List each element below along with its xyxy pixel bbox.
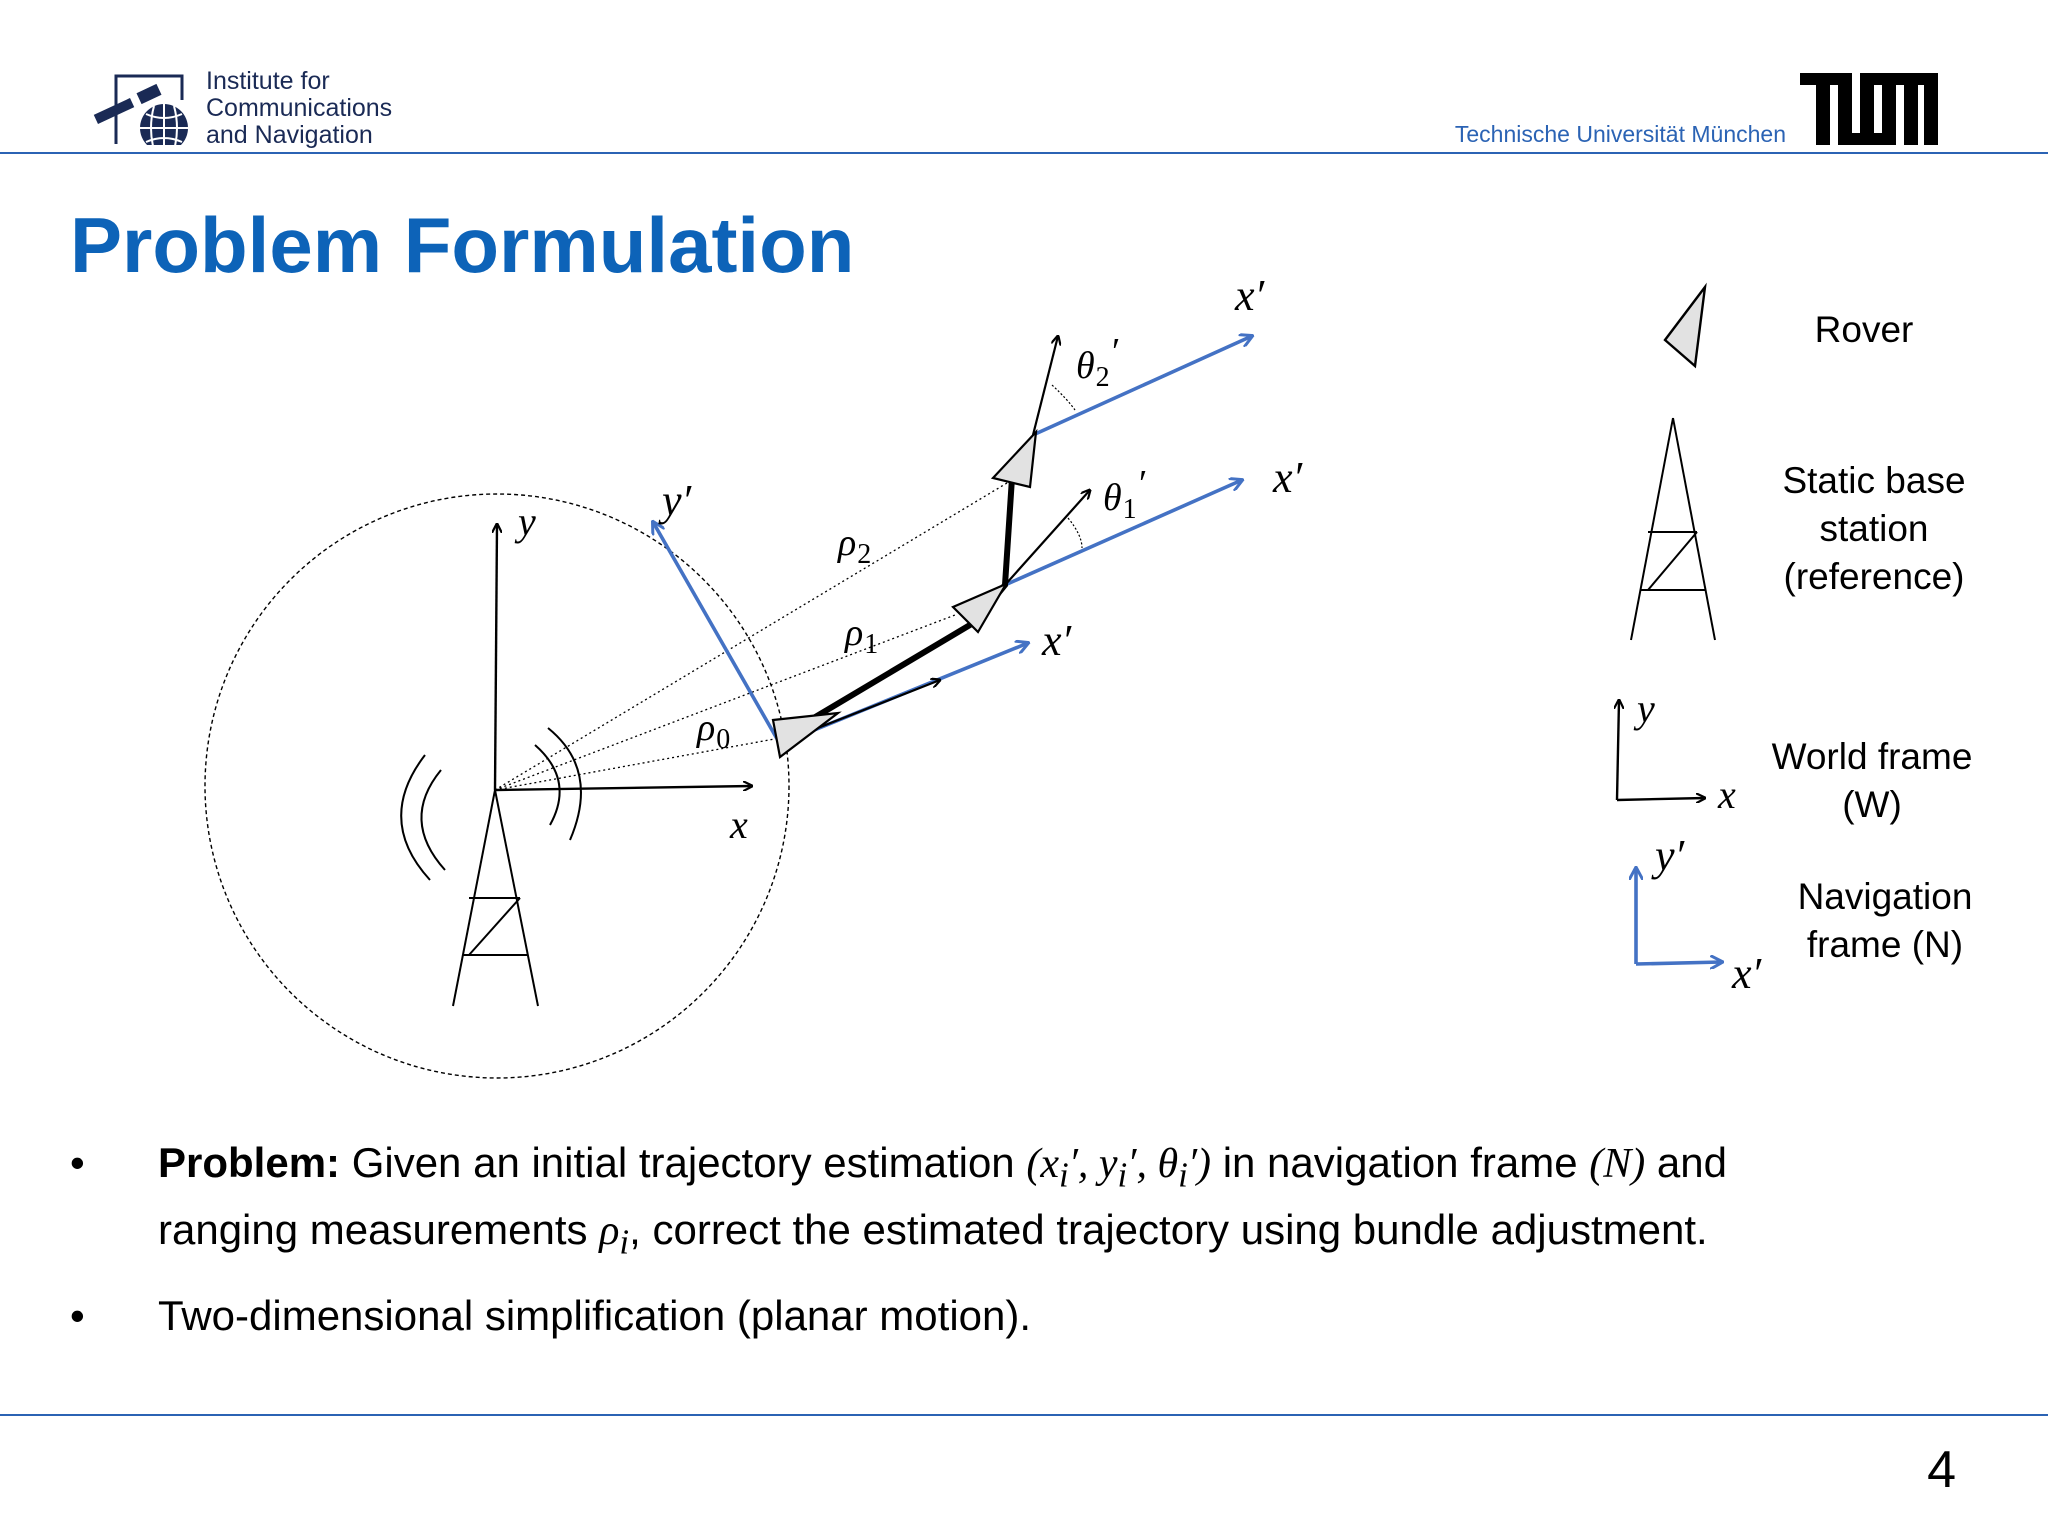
rover-pose-1: [953, 584, 1006, 632]
legend-nav-line-2: frame (N): [1806, 924, 1964, 965]
legend-base-station-label: [1782, 457, 1965, 601]
page-number: 4: [1927, 1441, 1956, 1499]
nav-y-label: y′: [662, 476, 692, 525]
legend-base-line-3: (reference): [1783, 556, 1965, 597]
legend-nav-frame-icon: [1636, 868, 1722, 964]
legend-nav-y: y′: [1655, 831, 1685, 880]
heading-arrow-1: [1005, 490, 1090, 585]
bullet-simplification-text: Two-dimensional simplification (planar motion).: [158, 1291, 1032, 1339]
bullet-dot-1: •: [70, 1139, 85, 1186]
legend-rover-icon: [1665, 287, 1705, 366]
legend-world-frame-label: [1772, 733, 1973, 829]
theta2-arc: [1052, 385, 1075, 410]
bullet-dot-2: •: [70, 1291, 85, 1339]
rho2-label: $\rho_2$: [838, 522, 872, 570]
rho1-label: $\rho_1$: [845, 612, 879, 660]
legend-nav-frame-label: [1798, 873, 1973, 969]
rho0-label: $\rho_0$: [697, 707, 731, 755]
theta1-arc: [1068, 518, 1082, 548]
heading-arrow-2: [1033, 336, 1058, 435]
theta2-label: $\theta_2'$: [1076, 331, 1118, 393]
institute-line-3: and Navigation: [206, 121, 373, 149]
rho-math: $\rho_i$: [599, 1208, 630, 1262]
trajectory-math: ($x_i'$, $y_i'$, $\theta_i'$): [1026, 1141, 1212, 1195]
legend-world-line-1: World frame: [1771, 736, 1973, 777]
bullet-list: [70, 1135, 1970, 1361]
university-name: Technische Universität München: [1454, 121, 1786, 147]
world-x-axis: [495, 786, 752, 790]
rover-pose-2: [993, 432, 1036, 487]
legend-world-x: x: [1718, 772, 1736, 817]
footer-rule: [0, 1414, 2048, 1416]
nav-x-axis-pose2: [1033, 336, 1252, 435]
nav-x-label-1: x′: [1273, 453, 1303, 502]
legend-nav-x: x′: [1732, 949, 1762, 998]
legend-base-line-2: station: [1819, 508, 1929, 549]
legend-rover-label: Rover: [1814, 309, 1914, 350]
legend-world-line-2: (W): [1842, 784, 1902, 825]
bullet-problem-line-2: ranging measurements $\rho_i$, correct the estimated trajectory using bundle adjustment.: [158, 1206, 1708, 1262]
institute-line-2: Communications: [206, 94, 393, 122]
nav-x-label-0: x′: [1042, 616, 1072, 665]
nav-x-label-2: x′: [1235, 271, 1265, 320]
legend-nav-line-1: Navigation: [1797, 876, 1973, 917]
legend-base-line-1: Static base: [1782, 460, 1966, 501]
base-station-tower: [453, 790, 538, 1006]
problem-label: Problem:: [158, 1139, 341, 1186]
range-rays: [495, 480, 1012, 790]
nav-y-axis: [653, 522, 780, 744]
bullet-simplification: [70, 1288, 1970, 1343]
legend-base-station-icon: [1631, 418, 1715, 640]
theta1-label: $\theta_1'$: [1103, 463, 1145, 525]
rover-pose-0: [773, 713, 838, 757]
institute-line-1: Institute for: [206, 67, 330, 95]
world-x-label: x: [730, 802, 748, 847]
radio-waves: [401, 728, 581, 880]
legend-world-y: y: [1637, 686, 1655, 731]
bullet-problem: [70, 1135, 1970, 1270]
world-y-label: y: [518, 499, 536, 544]
world-y-axis: [495, 524, 497, 790]
bullet-problem-line-1: Problem: Given an initial trajectory estimation ($x_i'$, $y_i'$, $\theta_i'$) in navigation frame (N) and: [158, 1139, 1727, 1195]
slide-title: Problem Formulation: [70, 201, 855, 289]
legend-world-frame-icon: [1617, 700, 1705, 800]
